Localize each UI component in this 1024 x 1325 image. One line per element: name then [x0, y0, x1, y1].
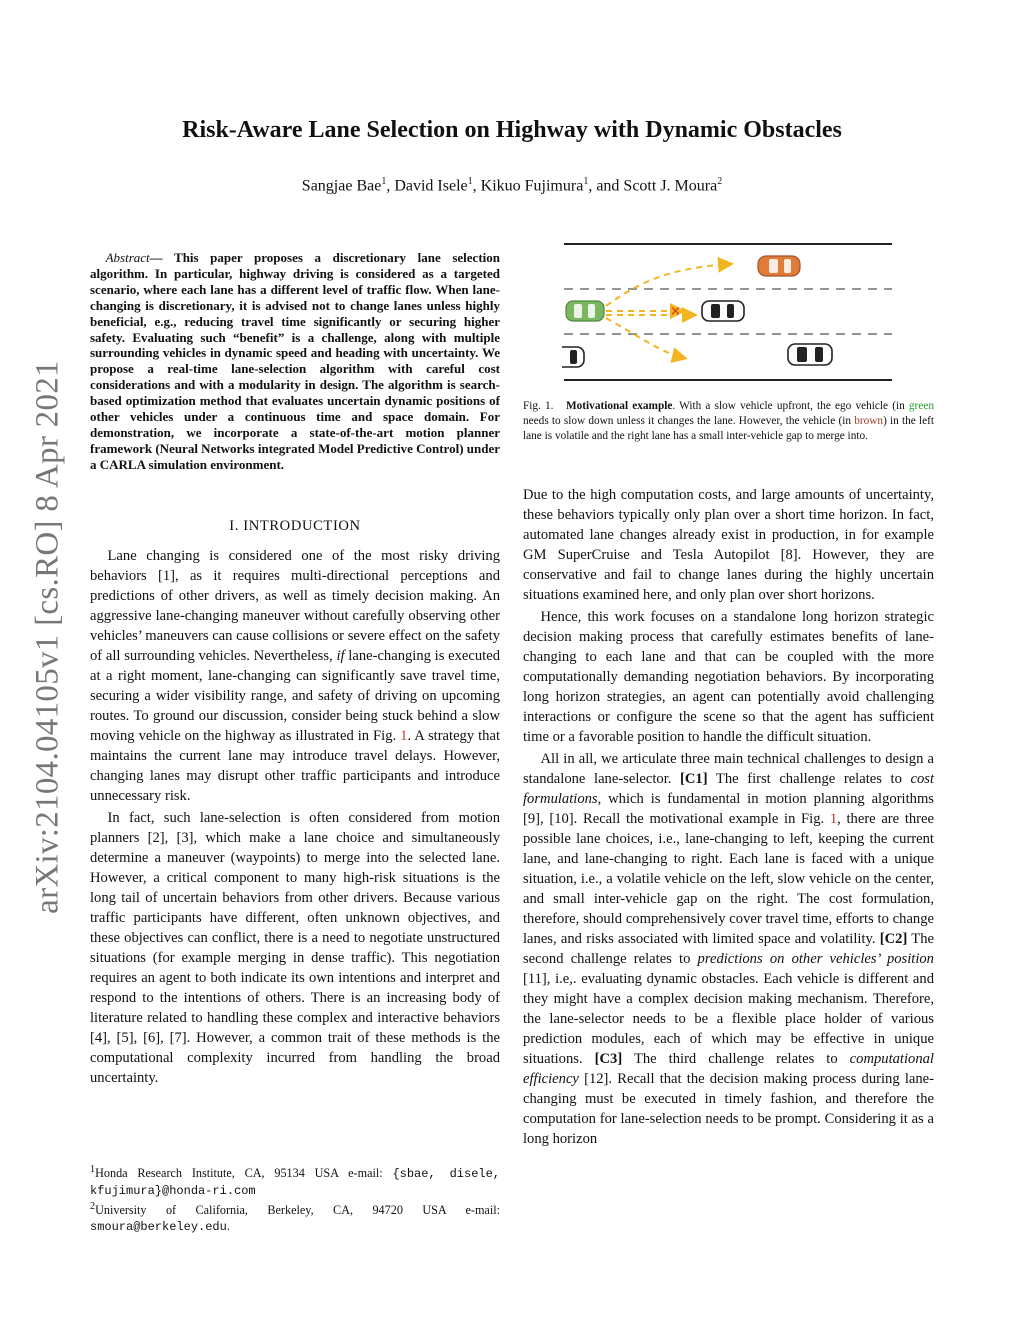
abstract-text: — This paper proposes a discretionary lane selection algorithm. In particular, highway driving is considered as a targeted scenario, where each lane has a different level of traffic flow. When lane-changing is discretionary, it is advised not to change lanes unless highly beneficial, e.g., reducing travel time significantly or securing higher safety. Evaluating such “benefit” is a challenge, along with multiple surrounding vehicles in dynamic speed and heading with uncertainty. We propose a real-time lane-selection algorithm with careful cost considerations and with a modularity in design. The algorithm is search-based optimization method that evaluates uncertain dynamic positions of other vehicles under a continuous time and space domain. For demonstration, we incorporate a state-of-the-art motion planner framework (Neural Networks integrated Model Predictive Control) under a CARLA simulation environment.: [90, 250, 501, 472]
trajectory-arrow-left: [606, 264, 730, 306]
footnote-text: University of California, Berkeley, CA, 94720 USA e-mail:: [95, 1203, 500, 1218]
footnotes: [90, 1162, 500, 1236]
right-lane-vehicle-rear: [562, 347, 584, 367]
text-run: [12]. Recall that the decision making process during lane-changing must be executed in timely fashion, and therefore the computation for lane-selection needs to be prompt. Considering it as a long horizon: [523, 1071, 934, 1147]
author-separator: , and: [588, 177, 624, 195]
text-run: The second challenge relates to: [523, 931, 934, 967]
text-run: Lane changing is considered one of the most risky driving behaviors [1], as it requires multi-directional perceptions and predictions of other drivers, as well as timely decision making. An aggressive lane-changing maneuver without carefully observing other vehicles’ maneuvers can cause collisions or severe effect on the safety of all surrounding vehicles. Nevertheless,: [90, 548, 500, 664]
footnote-affiliation-1: [90, 1162, 500, 1199]
author-affiliation-mark: 1: [583, 176, 589, 187]
text-run: lane-changing is executed at a right moment, lane-changing can significantly save travel time, securing a wider visibility range, and safety of driving on upcoming routes. To ground our discussion, consider being stuck behind a slow moving vehicle on the highway as illustrated in Fig.: [90, 648, 500, 744]
right-lane-vehicle-front: [788, 344, 832, 365]
emphasis: computational efficiency: [523, 1051, 934, 1087]
email-link[interactable]: {sbae, disele, kfujimura}@honda-ri.com: [90, 1167, 500, 1198]
emphasis: predictions on other vehicles’ position: [697, 951, 934, 967]
challenge-label: [C1]: [680, 771, 708, 787]
paragraph: In fact, such lane-selection is often considered from motion planners [2], [3], which make a lane choice and simultaneously determine a maneuver (waypoints) to merge into the selected lane. However, a critical component to many high-risk situations is the long tail of uncertain behaviors from other drivers. Because various traffic participants have different, often unknown objectives, and these objectives can conflict, there is a need to negotiate unstructured situations (for example merging in dense traffic). This negotiation requires an agent to both indicate its own intentions and interpret and respond to the intentions of others. There is an increasing body of literature related to handling these complex and interactive behaviors [4], [5], [6], [7]. However, a common trait of these methods is the computational complexity incurred from handling the broad uncertainty.: [90, 810, 500, 1086]
emphasis: if: [336, 648, 345, 664]
caption-title: Motivational example: [565, 400, 673, 412]
abstract: [90, 250, 500, 473]
paragraph: Due to the high computation costs, and large amounts of uncertainty, these behaviors typically only plan over a short time horizon. In fact, automated lane changes already exist in production, in for example GM SuperCruise and Tesla Autopilot [8]. However, they are conservative and fail to change lanes during the highly uncertain situations examined here, and only plan over short horizons.: [523, 487, 934, 603]
trajectory-arrow-right: [606, 318, 684, 358]
figure-reference-link[interactable]: 1: [400, 728, 408, 744]
footnote-mark: 2: [90, 1201, 96, 1213]
emphasis: cost formulations: [523, 771, 935, 807]
author-name: Sangjae Bae: [301, 177, 382, 195]
author-name: Kikuo Fujimura: [480, 177, 584, 195]
challenge-label: [C2]: [879, 931, 908, 947]
author-affiliation-mark: 1: [467, 176, 473, 187]
author-affiliation-mark: 1: [381, 176, 387, 187]
ego-vehicle: [566, 301, 604, 321]
section-heading-introduction: I. INTRODUCTION: [229, 518, 361, 534]
author-affiliation-mark: 2: [717, 176, 723, 187]
footnote-text: Honda Research Institute, CA, 95134 USA e-mail:: [95, 1166, 393, 1181]
footnote-text: .: [226, 1218, 230, 1233]
email-link[interactable]: smoura@berkeley.edu: [90, 1219, 227, 1234]
caption-text: . With a slow vehicle upfront, the ego vehicle (in: [672, 400, 909, 412]
text-run: All in all, we articulate three main technical challenges to design a standalone lane-selector.: [523, 751, 934, 787]
author-name: David Isele: [394, 177, 468, 195]
caption-text: ) in the left lane is volatile and the right lane has a small inter-vehicle gap to merge into.: [523, 415, 934, 443]
right-column-body: [523, 485, 934, 1149]
text-run: , which is fundamental in motion planning algorithms [9], [10]. Recall the motivational example in Fig.: [523, 791, 934, 827]
text-run: The first challenge relates to: [707, 771, 911, 787]
figure-1-caption: [523, 399, 934, 445]
paper-title: Risk-Aware Lane Selection on Highway with Dynamic Obstacles: [182, 117, 842, 143]
author-separator: ,: [386, 177, 395, 195]
text-run: , there are three possible lane choices, i.e., lane-changing to left, keeping the current lane, and lane-changing to right. Each lane is faced with a unique situation, i.e., a volatile vehicle on the left, slow vehicle on the center, and small inter-vehicle gap on the right. The cost formulation, therefore, should comprehensively cover travel time, efforts to change lanes, and risks associated with limited space and volatility.: [523, 811, 934, 947]
abstract-label: Abstract: [105, 250, 150, 265]
caption-label: Fig. 1.: [523, 400, 554, 412]
paragraph: Hence, this work focuses on a standalone long horizon strategic decision making process that carefully estimates benefits of lane-changing to each lane and that can be coupled with the more computationally demanding negotiation behaviors. By incorporating long horizon strategies, an agent can potentially avoid challenging interactions or configure the scene so that the agent has sufficient time or a favorable position to handle the difficult situation.: [523, 609, 934, 745]
footnote-mark: 1: [90, 1164, 96, 1175]
paragraph: [90, 546, 500, 806]
figure-1-lane-diagram: [562, 240, 894, 382]
author-separator: ,: [472, 177, 481, 195]
figure-reference-link[interactable]: 1: [829, 811, 838, 827]
footnote-affiliation-2: [90, 1199, 500, 1235]
caption-color-word-brown: brown: [854, 415, 884, 428]
text-run: The third challenge relates to: [622, 1051, 850, 1067]
arxiv-identifier: arXiv:2104.04105v1 [cs.RO] 8 Apr 2021: [29, 360, 66, 914]
author-name: Scott J. Moura: [623, 177, 718, 195]
text-run: [11], i.e,. evaluating dynamic obstacles. Each vehicle is different and they might have a complex decision making mechanism. Therefore, the lane-selector needs to be a flexible place holder of various prediction modules, each of which may be effective in unique situations.: [523, 971, 934, 1067]
arxiv-side-banner: [18, 292, 78, 982]
challenge-label: [C3]: [594, 1051, 623, 1067]
text-run: . A strategy that maintains the current lane may introduce travel delays. However, changing lanes may disrupt other traffic participants and introduce unnecessary risk.: [90, 728, 501, 804]
blocked-cross-mark: ×: [670, 304, 681, 319]
caption-color-word-green: green: [908, 400, 934, 412]
volatile-vehicle: [758, 256, 800, 276]
slow-vehicle: [702, 301, 744, 321]
left-column-body: [90, 546, 500, 1088]
paragraph: [523, 749, 934, 1149]
caption-text: needs to slow down unless it changes the lane. However, the vehicle (in: [523, 415, 855, 428]
author-list: [0, 176, 1024, 195]
